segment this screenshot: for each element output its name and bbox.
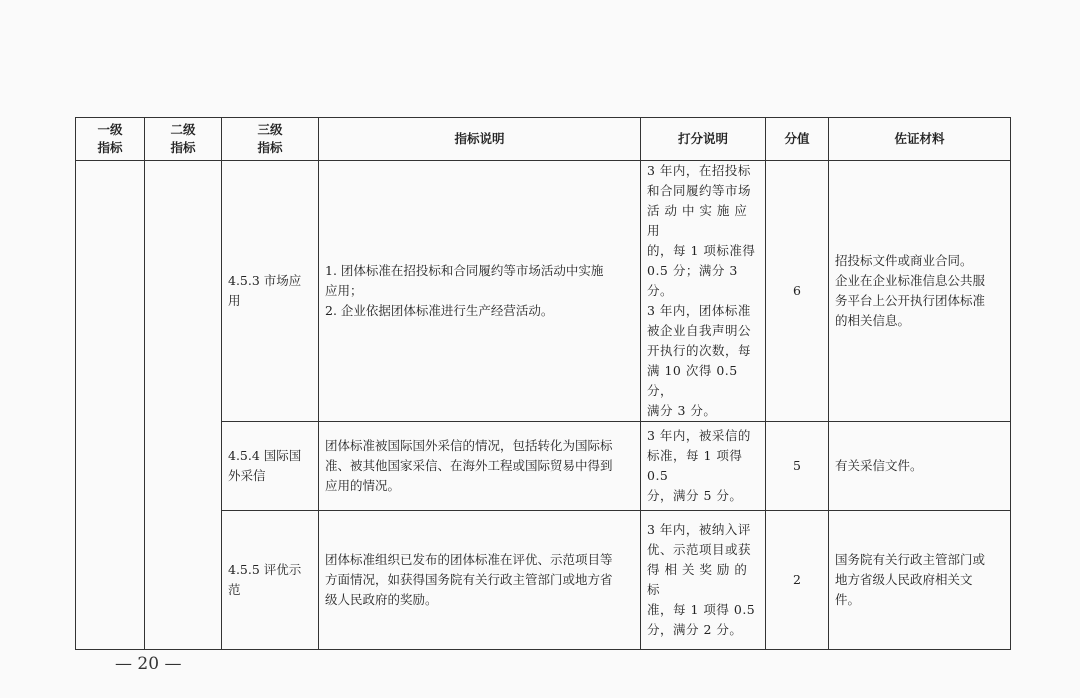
level2-cell xyxy=(145,161,222,650)
header-level3: 三级 指标 xyxy=(222,118,319,161)
table-row xyxy=(76,161,1011,422)
page-number: — 20 — xyxy=(115,654,182,674)
level3-cell: 4.5.3 市场应 用 xyxy=(222,161,319,422)
header-scoring: 打分说明 xyxy=(641,118,766,161)
header-level2: 二级 指标 xyxy=(145,118,222,161)
level3-cell: 4.5.4 国际国 外采信 xyxy=(222,422,319,511)
description-cell: 团体标准被国际国外采信的情况，包括转化为国际标 准、被其他国家采信、在海外工程或国际贸易中得到 应用的情况。 xyxy=(319,422,641,511)
level1-cell xyxy=(76,161,145,650)
score-cell: 6 xyxy=(766,161,829,422)
table-header-row xyxy=(76,118,1011,161)
scoring-table xyxy=(75,117,1011,650)
description-cell: 团体标准组织已发布的团体标准在评优、示范项目等 方面情况，如获得国务院有关行政主管部门或地方省 级人民政府的奖励。 xyxy=(319,511,641,650)
header-level1: 一级 指标 xyxy=(76,118,145,161)
score-cell: 2 xyxy=(766,511,829,650)
level3-cell: 4.5.5 评优示 范 xyxy=(222,511,319,650)
header-evidence: 佐证材料 xyxy=(829,118,1011,161)
description-cell: 1. 团体标准在招投标和合同履约等市场活动中实施 应用； 2. 企业依据团体标准进行生产经营活动。 xyxy=(319,161,641,422)
scoring-cell: 3 年内，被采信的 标准，每 1 项得 0.5 分，满分 5 分。 xyxy=(641,422,766,511)
evidence-cell: 有关采信文件。 xyxy=(829,422,1011,511)
score-cell: 5 xyxy=(766,422,829,511)
scoring-cell: 3 年内，在招投标 和合同履约等市场 活 动 中 实 施 应 用 的，每 1 项标准得 0.5 分；满分 3 分。 3 年内，团体标准 被企业自我声明公 开执行的次数，每 满 10 次得 0.5 分， 满分 3 分。 xyxy=(641,161,766,422)
evidence-cell: 招投标文件或商业合同。 企业在企业标准信息公共服 务平台上公开执行团体标准 的相关信息。 xyxy=(829,161,1011,422)
header-description: 指标说明 xyxy=(319,118,641,161)
header-score: 分值 xyxy=(766,118,829,161)
scoring-cell: 3 年内，被纳入评 优、示范项目或获 得 相 关 奖 励 的 标 准，每 1 项得 0.5 分，满分 2 分。 xyxy=(641,511,766,650)
evidence-cell: 国务院有关行政主管部门或 地方省级人民政府相关文 件。 xyxy=(829,511,1011,650)
